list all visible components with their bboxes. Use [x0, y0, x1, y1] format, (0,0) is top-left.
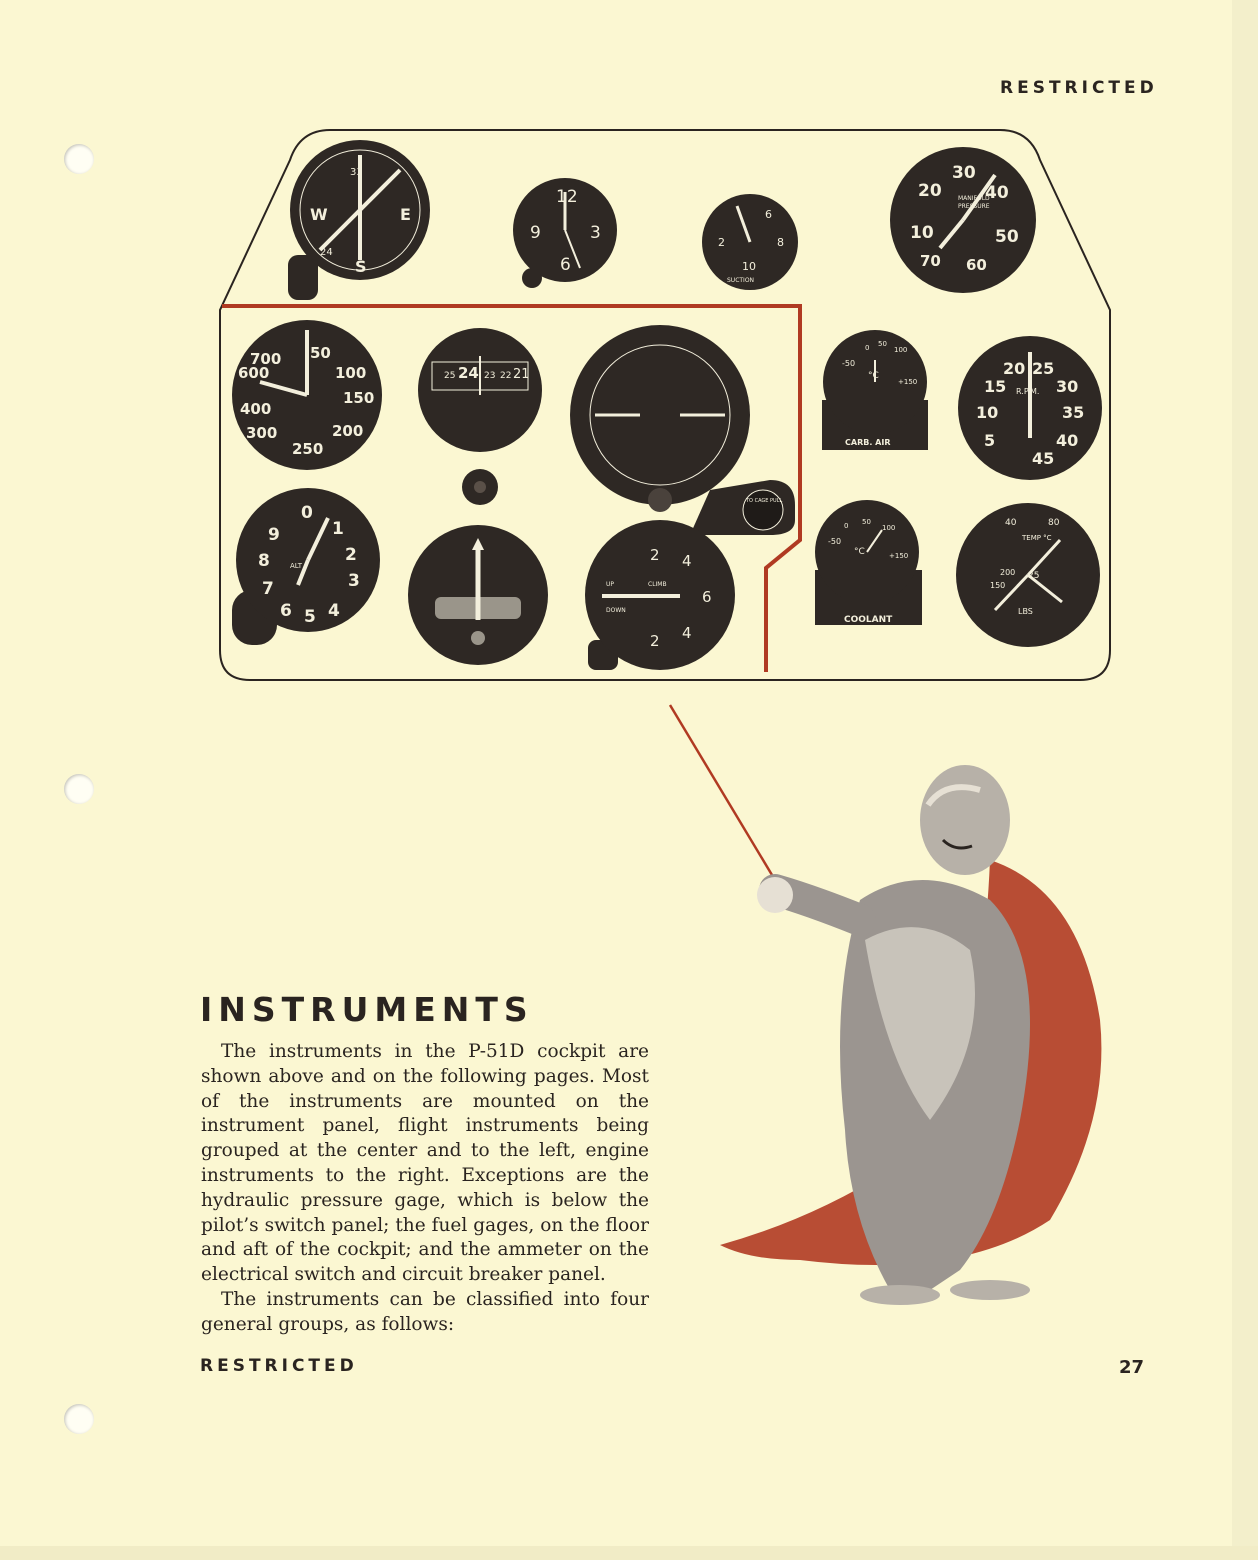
altimeter-label: 4	[328, 601, 340, 621]
suction-label: 10	[742, 260, 756, 273]
engine-gage-label: 150	[990, 581, 1006, 590]
altimeter-label: 5	[304, 607, 316, 627]
altimeter-label: 3	[348, 571, 360, 591]
manifold-label: 50	[995, 227, 1019, 247]
airspeed-label: 300	[246, 424, 278, 442]
manifold-label: 20	[918, 181, 942, 201]
engine-gage-label: TEMP °C	[1022, 534, 1052, 542]
altimeter-label: 8	[258, 551, 270, 571]
manifold-label: MANIFOLD	[958, 195, 990, 202]
climb-label: 2	[650, 546, 660, 564]
tach-label: 15	[984, 377, 1007, 396]
coolant-label: 50	[862, 518, 871, 526]
carb-air-label: 0	[865, 344, 870, 352]
engine-gage-label: 25	[1028, 571, 1040, 581]
tach-label: 30	[1056, 377, 1079, 396]
altimeter-label: 2	[345, 545, 357, 565]
coolant-label: COOLANT	[844, 615, 893, 625]
carb-air-label: °C	[868, 371, 879, 381]
compass-label: W	[310, 205, 328, 224]
restricted-header: RESTRICTED	[1000, 78, 1158, 98]
manifold-pressure-gauge	[890, 147, 1036, 293]
carb-air-label: CARB. AIR	[845, 438, 891, 447]
suction-label: SUCTION	[727, 277, 755, 284]
airspeed-label: 700	[250, 350, 282, 368]
artificial-horizon-gauge	[570, 325, 795, 535]
airspeed-label: 50	[310, 344, 331, 362]
mascot-head	[920, 765, 1010, 875]
carb-air-label: 100	[894, 346, 908, 354]
coolant-label: -50	[828, 537, 842, 546]
climb-label: UP	[606, 581, 615, 588]
mascot-foot-right	[950, 1280, 1030, 1300]
pointer-stick	[670, 705, 775, 880]
cage-knob-label: TO CAGE PULL	[746, 498, 783, 504]
clock-gauge	[513, 178, 617, 288]
tach-label: 35	[1062, 403, 1085, 422]
engine-gage-unit	[956, 503, 1100, 647]
instrument-panel-illustration	[210, 120, 1120, 690]
manifold-label: 10	[910, 223, 934, 243]
tach-label: 5	[984, 431, 996, 450]
altimeter-label: 6	[280, 601, 292, 621]
clock-label: 12	[556, 187, 578, 207]
airspeed-label: 250	[292, 440, 324, 458]
binder-hole-middle	[64, 774, 94, 804]
carb-air-label: +150	[898, 378, 918, 386]
tach-label: R.P.M.	[1016, 387, 1040, 396]
coolant-label: °C	[854, 547, 865, 557]
altimeter-label: 7	[262, 579, 274, 599]
coolant-gauge	[815, 500, 922, 625]
airspeed-label: 600	[238, 364, 270, 382]
manifold-label: 30	[952, 163, 976, 183]
article-body	[201, 1040, 649, 1338]
airspeed-gauge	[232, 320, 382, 470]
tach-label: 10	[976, 403, 999, 422]
climb-label: 6	[702, 588, 712, 606]
compass-label: S	[355, 257, 367, 276]
suction-label: 8	[777, 236, 784, 249]
altimeter-label: 0	[301, 503, 313, 523]
engine-gage-label: 40	[1005, 518, 1017, 528]
coolant-label: 0	[844, 522, 849, 530]
compass-label: 33	[350, 167, 363, 178]
gyro-label: 22	[500, 371, 512, 381]
engine-gage-label: LBS	[1018, 607, 1033, 616]
article-heading: INSTRUMENTS	[200, 990, 534, 1029]
coolant-label: +150	[889, 552, 909, 560]
clock-label: 6	[560, 255, 571, 275]
gyro-label: 21	[513, 367, 530, 382]
turn-bank-gauge	[408, 525, 548, 665]
carb-air-label: -50	[842, 359, 856, 368]
article-paragraph: The instruments in the P-51D cockpit are shown above and on the following pages. Most of the instruments are mounted on the instrument panel, flight instruments being grouped at the center and to the left, engine instruments to the right. Exceptions are the hydraulic pressure gage, which is below the pilot’s switch panel; the fuel gages, on the floor and aft of the cockpit; and the ammeter on the electrical switch and circuit breaker panel.	[201, 1041, 649, 1286]
engine-gage-label: 200	[1000, 568, 1016, 577]
carb-air-label: 50	[878, 340, 887, 348]
manifold-label: PRESSURE	[958, 203, 990, 210]
altimeter-label: 9	[268, 525, 280, 545]
instructor-mascot-illustration	[660, 700, 1110, 1320]
altimeter-label: 1	[332, 519, 344, 539]
manifold-label: 40	[985, 183, 1009, 203]
climb-label: 2	[650, 632, 660, 650]
engine-gage-label: 80	[1048, 518, 1060, 528]
climb-label: CLIMB	[648, 581, 667, 588]
suction-gauge	[702, 194, 798, 290]
airspeed-label: 100	[335, 364, 367, 382]
carb-air-gauge	[822, 330, 928, 450]
clock-label: 9	[530, 223, 541, 243]
manifold-label: 60	[966, 256, 987, 274]
article-paragraph: The instruments can be classified into four general groups, as follows:	[201, 1288, 649, 1335]
binder-hole-top	[64, 144, 94, 174]
tach-label: 20	[1003, 359, 1026, 378]
coolant-label: 100	[882, 524, 896, 532]
compass-gauge	[288, 140, 430, 300]
directional-gyro-gauge	[418, 328, 542, 505]
altimeter-gauge	[232, 488, 380, 645]
mascot-hand	[757, 877, 793, 913]
page-edge-bottom	[0, 1546, 1258, 1560]
climb-label: 4	[682, 552, 692, 570]
climb-gauge	[585, 520, 735, 670]
gyro-label: 25	[444, 371, 456, 381]
suction-label: 6	[765, 208, 772, 221]
page-edge-right	[1232, 0, 1258, 1560]
climb-label: 4	[682, 624, 692, 642]
gyro-label: 23	[484, 371, 496, 381]
manifold-label: 70	[920, 252, 941, 270]
airspeed-label: 400	[240, 400, 272, 418]
gyro-label: 24	[458, 364, 479, 382]
altimeter-label: ALT	[290, 562, 303, 570]
compass-label: E	[400, 205, 411, 224]
page-number: 27	[1118, 1357, 1144, 1378]
airspeed-label: 150	[343, 389, 375, 407]
compass-label: 24	[320, 247, 333, 258]
tach-label: 45	[1032, 449, 1055, 468]
binder-hole-bottom	[64, 1404, 94, 1434]
restricted-footer: RESTRICTED	[200, 1356, 358, 1376]
tach-label: 40	[1056, 431, 1079, 450]
mascot-foot-left	[860, 1285, 940, 1305]
clock-label: 3	[590, 223, 601, 243]
climb-label: DOWN	[606, 607, 626, 614]
tachometer-gauge	[958, 336, 1102, 480]
airspeed-label: 200	[332, 422, 364, 440]
tach-label: 25	[1032, 359, 1055, 378]
suction-label: 2	[718, 236, 725, 249]
